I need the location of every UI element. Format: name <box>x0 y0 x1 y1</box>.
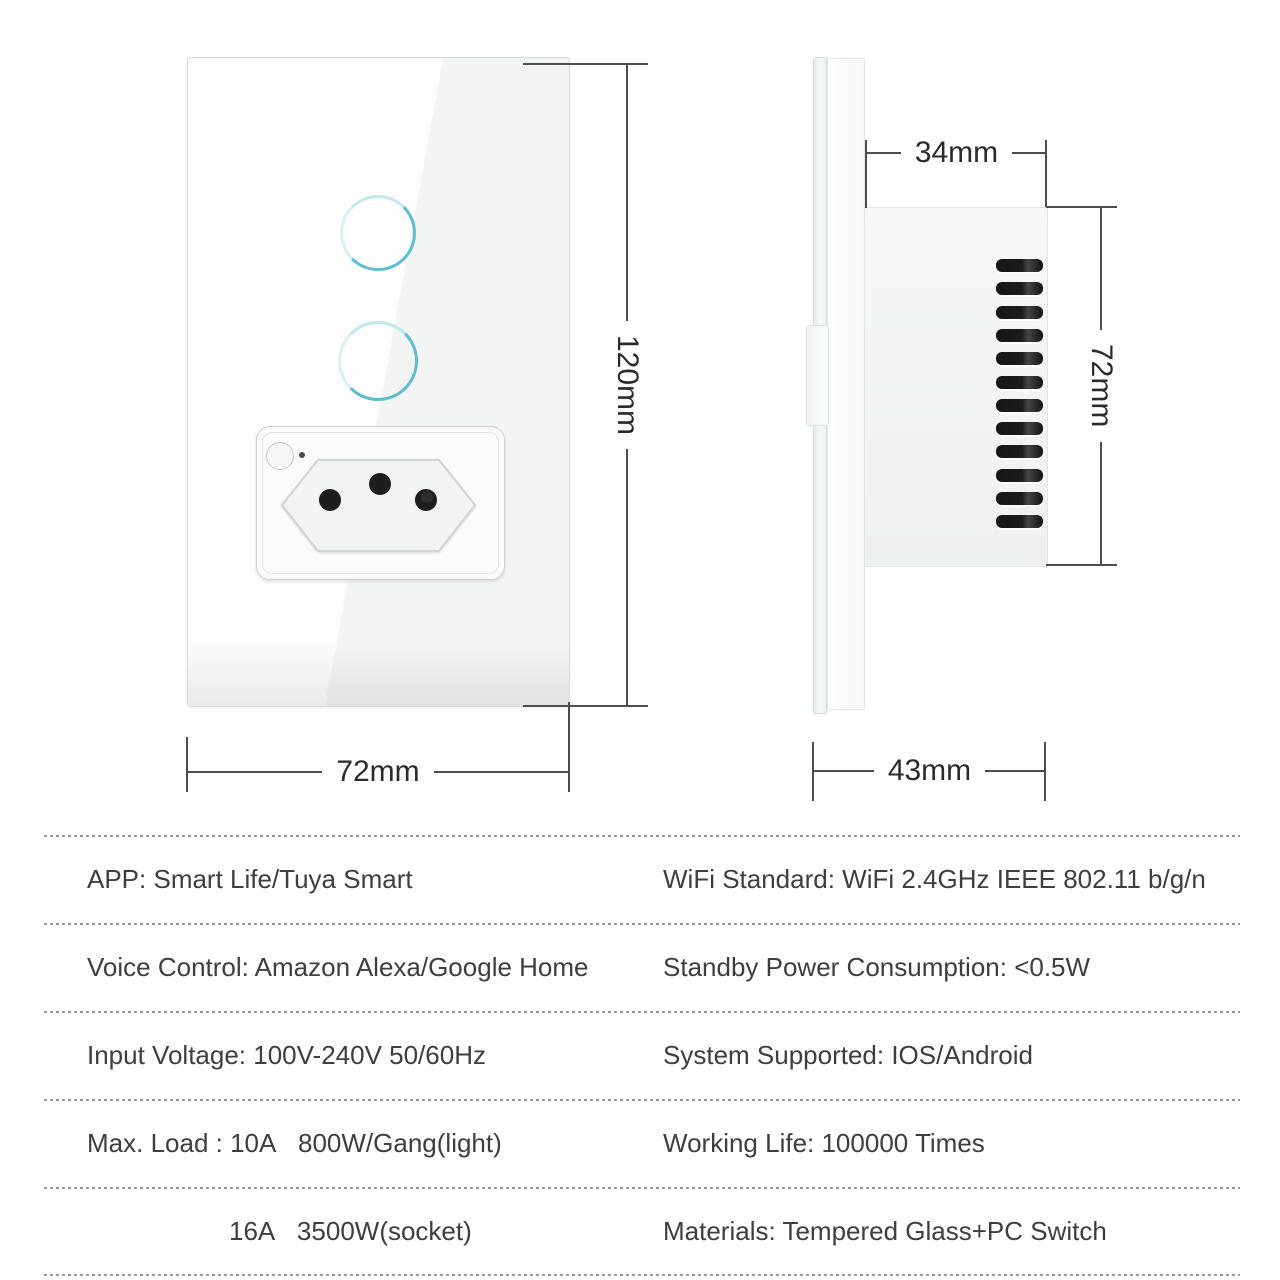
module-depth-label-wrap <box>866 131 1047 175</box>
vent-slot <box>996 469 1043 482</box>
vent-slot <box>996 329 1043 342</box>
height-dim-label: 120mm <box>612 321 642 449</box>
spec-row-separator <box>44 923 1240 925</box>
spec-cell-left: Max. Load : 10A 800W/Gang(light) <box>87 1128 502 1158</box>
vent-slot <box>996 422 1043 435</box>
spec-cell-left: Input Voltage: 100V-240V 50/60Hz <box>87 1040 486 1070</box>
spec-row-separator <box>44 1011 1240 1013</box>
spec-row-separator <box>44 1187 1240 1189</box>
vent-slot <box>996 259 1043 272</box>
vent-slot <box>996 352 1043 365</box>
module-height-label-wrap <box>1076 207 1126 565</box>
socket-hole-center <box>369 473 391 495</box>
vent-slot <box>996 515 1043 528</box>
spec-cell-right: System Supported: IOS/Android <box>663 1040 1033 1070</box>
spec-cell-right: WiFi Standard: WiFi 2.4GHz IEEE 802.11 b/g/n <box>663 864 1206 894</box>
vent-slot <box>996 492 1043 505</box>
socket-hole-left <box>319 489 341 511</box>
glass-bottom-shade <box>188 640 569 706</box>
vent-slot <box>996 306 1043 319</box>
spec-cell-right: Materials: Tempered Glass+PC Switch <box>663 1216 1107 1246</box>
side-view-rear-module <box>864 207 1048 567</box>
side-view-plate <box>827 58 865 710</box>
touch-switch-ring-2 <box>338 321 418 401</box>
vent-slot <box>996 445 1043 458</box>
touch-switch-ring-1 <box>340 195 416 271</box>
spec-cell-right: Working Life: 100000 Times <box>663 1128 985 1158</box>
vent-slot <box>996 376 1043 389</box>
side-view-socket-bump <box>806 325 829 426</box>
module-depth-label: 34mm <box>901 138 1012 168</box>
spec-cell-left: Voice Control: Amazon Alexa/Google Home <box>87 952 589 982</box>
spec-row-separator <box>44 1099 1240 1101</box>
width-dim-label: 72mm <box>322 757 433 787</box>
power-socket <box>256 426 505 580</box>
total-depth-label: 43mm <box>874 756 985 786</box>
total-depth-label-wrap <box>813 749 1046 793</box>
module-height-label: 72mm <box>1086 330 1116 441</box>
spec-cell-left: 16A 3500W(socket) <box>229 1216 472 1246</box>
spec-row-separator <box>44 1274 1240 1276</box>
width-dim-label-wrap <box>187 750 569 794</box>
vent-slot <box>996 399 1043 412</box>
socket-recess-hexagon <box>280 457 477 554</box>
spec-cell-right: Standby Power Consumption: <0.5W <box>663 952 1091 982</box>
spec-cell-left: APP: Smart Life/Tuya Smart <box>87 864 413 894</box>
height-dim-label-wrap <box>602 64 652 706</box>
vent-slot <box>996 282 1043 295</box>
front-view-glass-panel <box>187 57 570 707</box>
spec-row-separator <box>44 835 1240 837</box>
